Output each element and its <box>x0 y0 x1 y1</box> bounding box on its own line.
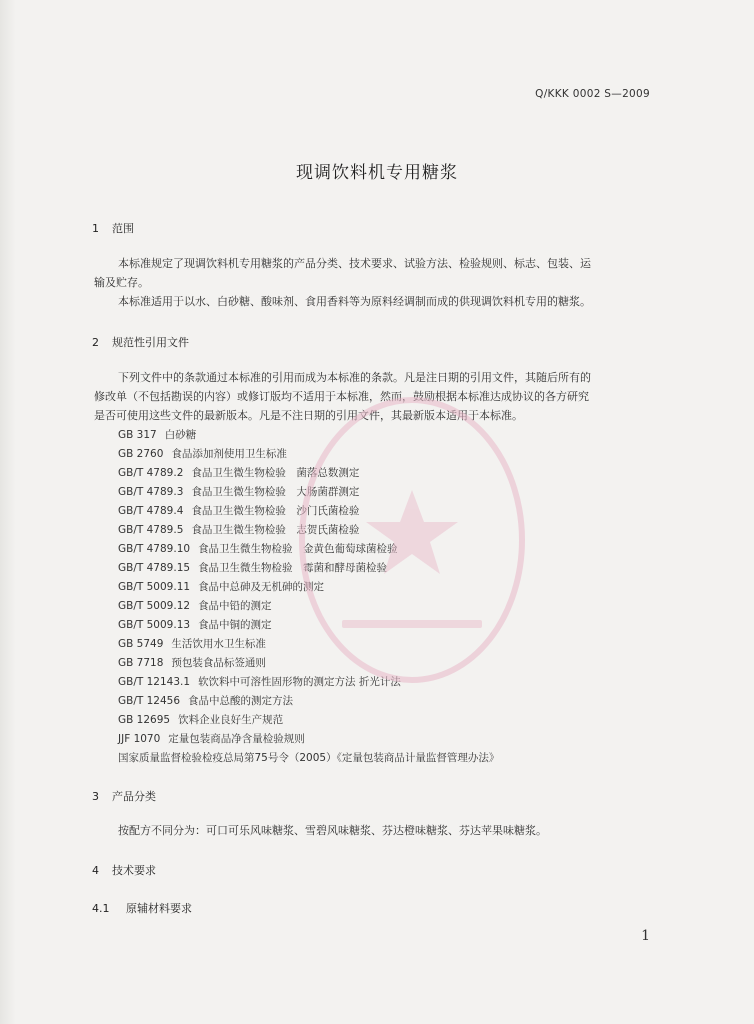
reference-name: 食品中铅的测定 <box>198 600 272 612</box>
reference-item <box>118 635 499 654</box>
section-number: 1 <box>92 222 99 235</box>
reference-name: 食品中铜的测定 <box>198 619 272 631</box>
section-2-para-line-3: 是否可使用这些文件的最新版本。凡是不注日期的引用文件，其最新版本适用于本标准。 <box>94 409 523 422</box>
section-4-heading <box>92 862 156 878</box>
section-number: 4.1 <box>92 902 110 915</box>
reference-code: JJF 1070 <box>118 733 161 745</box>
reference-item <box>118 578 499 597</box>
section-title: 范围 <box>112 222 134 235</box>
reference-code: GB/T 12456 <box>118 695 181 707</box>
reference-item <box>118 654 499 673</box>
reference-code: GB/T 5009.12 <box>118 600 191 612</box>
section-1-para-2: 本标准适用于以水、白砂糖、酸味剂、食用香料等为原料经调制而成的供现调饮料机专用的糖浆。 <box>118 295 591 308</box>
reference-name: 预包装食品标签通则 <box>171 657 266 669</box>
standard-code: Q/KKK 0002 S—2009 <box>535 88 650 100</box>
reference-code: GB/T 5009.13 <box>118 619 191 631</box>
reference-item <box>118 521 499 540</box>
section-2-para-line-2: 修改单（不包括勘误的内容）或修订版均不适用于本标准，然而，鼓励根据本标准达成协议的各方研究 <box>94 390 589 403</box>
reference-name: 食品卫生微生物检验 金黄色葡萄球菌检验 <box>198 543 398 555</box>
section-title: 原辅材料要求 <box>126 902 192 915</box>
reference-name: 食品卫生微生物检验 志贺氏菌检验 <box>191 524 360 536</box>
section-title: 产品分类 <box>112 790 156 803</box>
reference-item <box>118 559 499 578</box>
reference-name: 饮料企业良好生产规范 <box>178 714 284 726</box>
reference-name: 食品卫生微生物检验 菌落总数测定 <box>191 467 360 479</box>
section-number: 2 <box>92 336 99 349</box>
section-number: 3 <box>92 790 99 803</box>
section-1-para-1-line-2: 输及贮存。 <box>94 276 149 289</box>
section-4-1-heading <box>92 900 192 916</box>
reference-name: 白砂糖 <box>164 429 197 441</box>
reference-name: 食品中总酸的测定方法 <box>188 695 294 707</box>
reference-code: GB/T 4789.2 <box>118 467 184 479</box>
reference-code: GB/T 5009.11 <box>118 581 191 593</box>
reference-name: 食品卫生微生物检验 沙门氏菌检验 <box>191 505 360 517</box>
section-2-para-line-1: 下列文件中的条款通过本标准的引用而成为本标准的条款。凡是注日期的引用文件，其随后所有的 <box>118 371 591 384</box>
reference-name: 定量包装商品净含量检验规则 <box>168 733 305 745</box>
section-3-para: 按配方不同分为：可口可乐风味糖浆、雪碧风味糖浆、芬达橙味糖浆、芬达苹果味糖浆。 <box>118 824 547 837</box>
reference-code: GB/T 4789.5 <box>118 524 184 536</box>
reference-code: GB/T 4789.10 <box>118 543 191 555</box>
section-3-heading <box>92 788 156 804</box>
section-2-heading <box>92 334 189 350</box>
reference-item <box>118 540 499 559</box>
reference-name: 食品卫生微生物检验 大肠菌群测定 <box>191 486 360 498</box>
reference-item <box>118 464 499 483</box>
reference-item <box>118 483 499 502</box>
reference-code: GB 317 <box>118 429 157 441</box>
reference-code: GB/T 12143.1 <box>118 676 191 688</box>
reference-item <box>118 673 499 692</box>
reference-name: 生活饮用水卫生标准 <box>171 638 266 650</box>
reference-name: 软饮料中可溶性固形物的测定方法 折光计法 <box>198 676 401 688</box>
scan-edge-shadow <box>0 0 16 1024</box>
section-1-para-1-line-1: 本标准规定了现调饮料机专用糖浆的产品分类、技术要求、试验方法、检验规则、标志、包装、运 <box>118 257 591 270</box>
reference-item <box>118 426 499 445</box>
reference-name: 食品中总砷及无机砷的测定 <box>198 581 325 593</box>
reference-code: GB/T 4789.4 <box>118 505 184 517</box>
reference-code: GB 2760 <box>118 448 164 460</box>
reference-code: GB 12695 <box>118 714 171 726</box>
reference-code: GB/T 4789.3 <box>118 486 184 498</box>
document-title: 现调饮料机专用糖浆 <box>296 163 458 183</box>
section-title: 技术要求 <box>112 864 156 877</box>
reference-item <box>118 597 499 616</box>
section-number: 4 <box>92 864 99 877</box>
reference-item <box>118 692 499 711</box>
page-number: 1 <box>641 928 650 944</box>
reference-name: 国家质量监督检验检疫总局第75号令（2005）《定量包装商品计量监督管理办法》 <box>118 752 500 764</box>
reference-item <box>118 730 499 749</box>
reference-code: GB 5749 <box>118 638 164 650</box>
reference-item <box>118 749 499 768</box>
reference-name: 食品卫生微生物检验 霉菌和酵母菌检验 <box>198 562 388 574</box>
reference-item <box>118 502 499 521</box>
normative-reference-list <box>118 426 499 768</box>
section-title: 规范性引用文件 <box>112 336 189 349</box>
reference-item <box>118 711 499 730</box>
reference-name: 食品添加剂使用卫生标准 <box>171 448 287 460</box>
reference-item <box>118 445 499 464</box>
reference-code: GB 7718 <box>118 657 164 669</box>
reference-item <box>118 616 499 635</box>
section-1-heading <box>92 220 134 236</box>
reference-code: GB/T 4789.15 <box>118 562 191 574</box>
